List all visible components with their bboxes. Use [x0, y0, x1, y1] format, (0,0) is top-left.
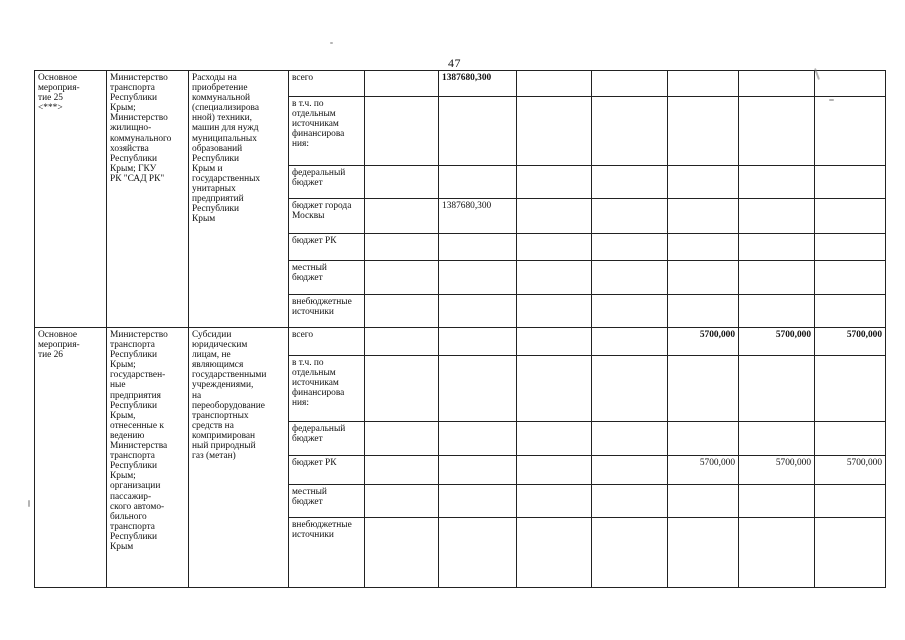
- year-value-cell: [439, 422, 517, 456]
- year-value-cell: [815, 166, 886, 199]
- year-value-cell: [739, 422, 815, 456]
- text-line: транспорта: [110, 340, 155, 351]
- empty-cell: [517, 518, 592, 588]
- year-value-cell: [592, 422, 668, 456]
- empty-cell: [517, 97, 592, 166]
- text-line: источники: [292, 530, 334, 541]
- year-value-cell: [739, 518, 815, 588]
- text-line: компримирован: [192, 430, 256, 441]
- text-line: газ (метан): [192, 451, 236, 462]
- text-line: государствен-: [110, 370, 166, 381]
- year-value-cell: [439, 234, 517, 261]
- text-line: Крым: [192, 214, 216, 225]
- year-value-cell: [439, 97, 517, 166]
- text-line: отдельным: [292, 109, 336, 120]
- year-value-cell: [592, 328, 668, 356]
- text-line: бюджет: [292, 178, 323, 189]
- text-line: Крым;: [110, 103, 136, 114]
- empty-cell: [517, 71, 592, 97]
- year-value-cell: 5700,000: [815, 328, 886, 356]
- year-value-cell: [439, 295, 517, 328]
- year-value-cell: [739, 166, 815, 199]
- text-line: Республики: [192, 153, 240, 164]
- text-line: финансирова: [292, 388, 345, 399]
- empty-cell: [365, 356, 439, 422]
- text-line: Субсидии: [192, 330, 232, 340]
- year-value-cell: [815, 295, 886, 328]
- year-value-cell: [592, 199, 668, 234]
- year-value-cell: [668, 71, 739, 97]
- empty-cell: [517, 295, 592, 328]
- text-line: Расходы на: [192, 73, 237, 83]
- year-value-cell: [668, 485, 739, 518]
- year-value-cell: 1387680,300: [439, 71, 517, 97]
- text-line: ского автомо-: [110, 501, 165, 512]
- empty-cell: [365, 71, 439, 97]
- year-value-cell: [439, 328, 517, 356]
- table-row: [35, 71, 886, 97]
- text-line: Республики: [192, 204, 240, 215]
- text-line: бильного: [110, 511, 147, 522]
- text-line: отнесенные к: [110, 420, 164, 431]
- year-value-cell: [668, 261, 739, 295]
- funding-source-cell: [289, 328, 365, 356]
- year-value-cell: [592, 356, 668, 422]
- year-value-cell: [668, 518, 739, 588]
- year-value-cell: [592, 295, 668, 328]
- executor-cell: [107, 71, 189, 328]
- text-line: <***>: [38, 103, 63, 114]
- text-line: унитарных: [192, 184, 236, 195]
- year-value-cell: [592, 71, 668, 97]
- year-value-cell: [815, 234, 886, 261]
- text-line: источникам: [292, 378, 339, 389]
- text-line: финансирова: [292, 129, 345, 140]
- empty-cell: [365, 328, 439, 356]
- funding-source-cell: [289, 485, 365, 518]
- year-value-cell: [739, 71, 815, 97]
- year-value-cell: [739, 97, 815, 166]
- year-value-cell: [815, 199, 886, 234]
- text-line: средств на: [192, 420, 234, 431]
- funding-source-cell: [289, 71, 365, 97]
- empty-cell: [517, 199, 592, 234]
- year-value-cell: 5700,000: [668, 456, 739, 485]
- funding-source-cell: [289, 97, 365, 166]
- text-line: Крым,: [110, 410, 136, 421]
- text-line: являющимся: [192, 360, 244, 371]
- executor-cell: [107, 328, 189, 588]
- text-line: тие 26: [38, 350, 63, 361]
- funding-source-cell: [289, 518, 365, 588]
- text-line: всего: [292, 73, 314, 83]
- text-line: Республики: [110, 153, 158, 164]
- year-value-cell: [815, 97, 886, 166]
- event-cell: [35, 71, 107, 328]
- year-value-cell: [439, 518, 517, 588]
- year-value-cell: [592, 518, 668, 588]
- year-value-cell: [815, 261, 886, 295]
- text-line: источники: [292, 307, 334, 318]
- text-line: бюджет: [292, 497, 323, 508]
- budget-table: [34, 70, 886, 588]
- text-line: Министерство: [110, 330, 168, 340]
- text-line: бюджет РК: [292, 458, 337, 468]
- funding-source-cell: [289, 456, 365, 485]
- year-value-cell: [439, 356, 517, 422]
- event-cell: [35, 328, 107, 588]
- funding-source-cell: [289, 234, 365, 261]
- page-number: 47: [448, 56, 461, 70]
- text-line: бюджет РК: [292, 236, 337, 246]
- text-line: транспорта: [110, 521, 155, 532]
- empty-cell: [517, 485, 592, 518]
- empty-cell: [365, 295, 439, 328]
- text-line: муниципальных: [192, 133, 257, 144]
- text-line: федеральный: [292, 424, 346, 434]
- text-line: ведению: [110, 430, 145, 441]
- text-line: Республики: [110, 461, 158, 472]
- year-value-cell: [592, 261, 668, 295]
- scan-mark: [829, 99, 834, 101]
- year-value-cell: [739, 295, 815, 328]
- text-line: местный: [292, 263, 327, 273]
- empty-cell: [517, 422, 592, 456]
- year-value-cell: [439, 166, 517, 199]
- empty-cell: [517, 234, 592, 261]
- year-value-cell: [592, 234, 668, 261]
- year-value-cell: [815, 485, 886, 518]
- year-value-cell: [739, 356, 815, 422]
- year-value-cell: 5700,000: [815, 456, 886, 485]
- text-line: пассажир-: [110, 491, 152, 502]
- funding-source-cell: [289, 261, 365, 295]
- empty-cell: [365, 261, 439, 295]
- empty-cell: [517, 261, 592, 295]
- text-line: Основное: [38, 73, 78, 83]
- text-line: жилищно-: [110, 123, 152, 134]
- year-value-cell: [439, 456, 517, 485]
- year-value-cell: [815, 356, 886, 422]
- text-line: юридическим: [192, 340, 248, 351]
- empty-cell: [365, 518, 439, 588]
- text-line: Крым;: [110, 471, 136, 482]
- text-line: Крым: [110, 541, 134, 552]
- funding-source-cell: [289, 422, 365, 456]
- year-value-cell: [739, 261, 815, 295]
- text-line: мероприя-: [38, 83, 80, 94]
- text-line: коммунальной: [192, 93, 251, 104]
- funding-source-cell: [289, 295, 365, 328]
- text-line: Основное: [38, 330, 78, 340]
- text-line: предприятий: [192, 194, 244, 205]
- empty-cell: [365, 97, 439, 166]
- funding-source-cell: [289, 199, 365, 234]
- text-line: ния:: [292, 398, 309, 409]
- year-value-cell: [668, 166, 739, 199]
- year-value-cell: 1387680,300: [439, 199, 517, 234]
- text-line: Крым; ГКУ: [110, 163, 157, 174]
- text-line: Республики: [110, 400, 158, 411]
- text-line: предприятия: [110, 390, 161, 401]
- empty-cell: [365, 485, 439, 518]
- text-line: государственных: [192, 173, 261, 184]
- text-line: (специализирова: [192, 103, 259, 114]
- text-line: транспортных: [192, 410, 249, 421]
- year-value-cell: [815, 518, 886, 588]
- text-line: бюджет: [292, 273, 323, 284]
- text-line: внебюджетные: [292, 297, 352, 307]
- text-line: учреждениями,: [192, 380, 254, 391]
- empty-cell: [365, 234, 439, 261]
- text-line: коммунального: [110, 133, 172, 144]
- text-line: внебюджетные: [292, 520, 352, 530]
- text-line: организации: [110, 481, 161, 492]
- text-line: Министерства: [110, 441, 168, 452]
- text-line: бюджет города: [292, 201, 352, 211]
- year-value-cell: [592, 166, 668, 199]
- year-value-cell: [592, 97, 668, 166]
- text-line: ные: [110, 380, 126, 391]
- year-value-cell: [739, 234, 815, 261]
- text-line: лицам, не: [192, 350, 231, 361]
- scan-mark: [330, 42, 333, 44]
- year-value-cell: [592, 485, 668, 518]
- text-line: федеральный: [292, 168, 346, 178]
- year-value-cell: [668, 295, 739, 328]
- text-line: тие 25: [38, 93, 63, 104]
- year-value-cell: [439, 485, 517, 518]
- text-line: РК "САД РК": [110, 173, 165, 184]
- text-line: Министерство: [110, 73, 168, 83]
- year-value-cell: [668, 199, 739, 234]
- text-line: Крым;: [110, 360, 136, 371]
- budget-table-body: [35, 71, 886, 588]
- text-line: источникам: [292, 119, 339, 130]
- year-value-cell: [668, 97, 739, 166]
- text-line: местный: [292, 487, 327, 497]
- text-line: бюджет: [292, 434, 323, 445]
- year-value-cell: [592, 456, 668, 485]
- text-line: отдельным: [292, 368, 336, 379]
- text-line: приобретение: [192, 83, 248, 94]
- text-line: всего: [292, 330, 314, 340]
- funding-source-cell: [289, 166, 365, 199]
- year-value-cell: [739, 485, 815, 518]
- text-line: переоборудование: [192, 400, 265, 411]
- year-value-cell: 5700,000: [668, 328, 739, 356]
- text-line: Москвы: [292, 211, 325, 222]
- text-line: транспорта: [110, 451, 155, 462]
- text-line: на: [192, 390, 202, 401]
- empty-cell: [517, 166, 592, 199]
- text-line: ный природный: [192, 441, 256, 452]
- text-line: Крым и: [192, 163, 223, 174]
- text-line: Министерство: [110, 113, 168, 124]
- year-value-cell: [815, 71, 886, 97]
- funding-source-cell: [289, 356, 365, 422]
- empty-cell: [365, 166, 439, 199]
- year-value-cell: [815, 422, 886, 456]
- table-row: [35, 328, 886, 356]
- empty-cell: [517, 328, 592, 356]
- year-value-cell: [739, 199, 815, 234]
- text-line: государственными: [192, 370, 267, 381]
- empty-cell: [365, 199, 439, 234]
- expense-name-cell: [189, 328, 289, 588]
- empty-cell: [517, 456, 592, 485]
- text-line: Республики: [110, 531, 158, 542]
- text-line: транспорта: [110, 83, 155, 94]
- text-line: в т.ч. по: [292, 99, 324, 109]
- year-value-cell: [668, 234, 739, 261]
- scan-mark: [28, 500, 30, 507]
- text-line: ния:: [292, 139, 309, 150]
- text-line: в т.ч. по: [292, 358, 324, 368]
- year-value-cell: [439, 261, 517, 295]
- text-line: мероприя-: [38, 340, 80, 351]
- year-value-cell: 5700,000: [739, 456, 815, 485]
- expense-name-cell: [189, 71, 289, 328]
- empty-cell: [365, 456, 439, 485]
- empty-cell: [517, 356, 592, 422]
- year-value-cell: [668, 356, 739, 422]
- text-line: хозяйства: [110, 143, 149, 154]
- text-line: Республики: [110, 350, 158, 361]
- text-line: машин для нужд: [192, 123, 259, 134]
- text-line: образований: [192, 143, 243, 154]
- year-value-cell: 5700,000: [739, 328, 815, 356]
- year-value-cell: [668, 422, 739, 456]
- empty-cell: [365, 422, 439, 456]
- text-line: Республики: [110, 93, 158, 104]
- text-line: нной) техники,: [192, 113, 252, 124]
